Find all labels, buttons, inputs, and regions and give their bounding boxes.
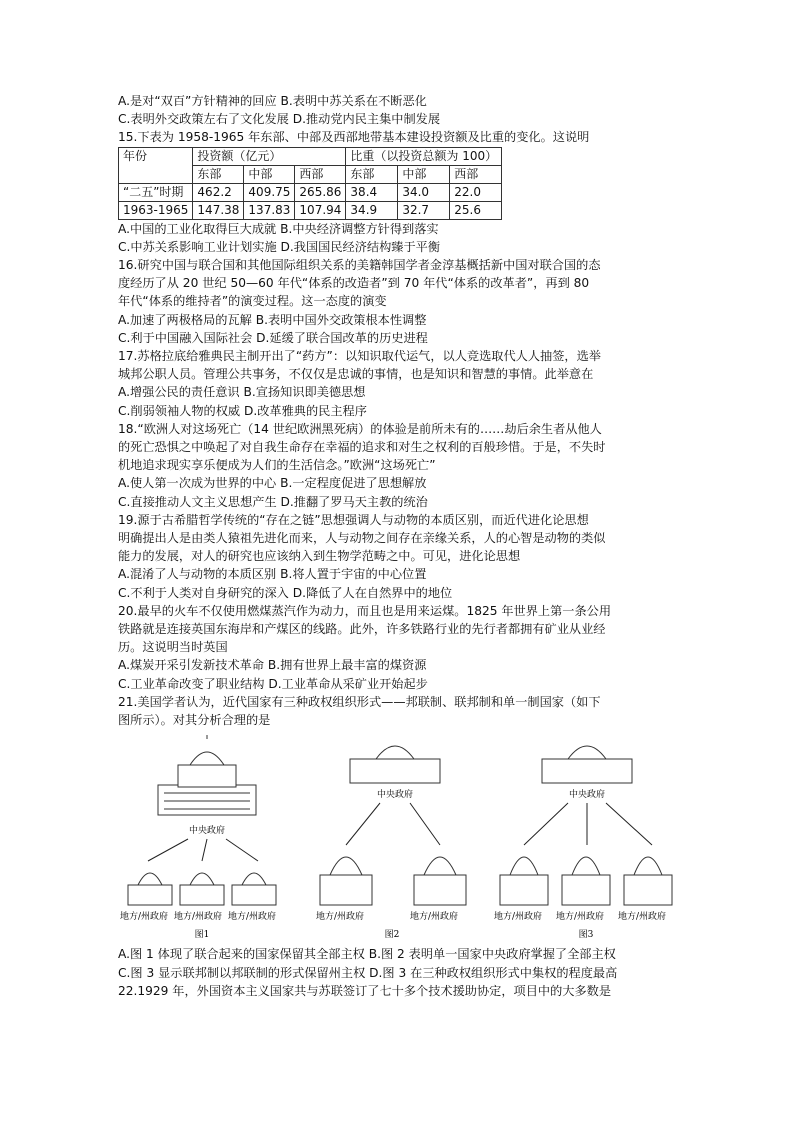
q19-option-ab: A.混淆了人与动物的本质区别 B.将人置于宇宙的中心位置 [118,567,427,582]
local-buildings [500,857,672,905]
arrows [346,803,440,845]
q18-option-ab: A.使人第一次成为世界的中心 B.一定程度促进了思想解放 [118,476,427,491]
q20-option-cd: C.工业革命改变了职业结构 D.工业革命从采矿业开始起步 [118,676,428,691]
table-cell: 147.38 [193,201,244,219]
table-cell: 137.83 [244,201,295,219]
q21-stem-2: 图所示）。对其分析合理的是 [118,713,271,728]
q21-stem-1: 21.美国学者认为，近代国家有三种政权组织形式——邦联制、联邦制和单一制国家（如下 [118,694,601,709]
q16-option-cd: C.利于中国融入国际社会 D.延缓了联合国改革的历史进程 [118,330,428,345]
q21-option-cd: C.图 3 显示联邦制以邦联制的形式保留州主权 D.图 3 在三种政权组织形式中集权的程度最高 [118,965,618,980]
q15-option-ab: A.中国的工业化取得巨大成就 B.中央经济调整方针得到落实 [118,221,439,236]
q14-option-ab: A.是对“双百”方针精神的回应 B.表明中苏关系在不断恶化 [118,94,427,108]
table-cell: 34.9 [346,201,398,219]
q16-stem-2: 度经历了从 20 世纪 50—60 年代“体系的改造者”到 70 年代“体系的改革者”，再到 80 [118,276,590,291]
q20-stem-1: 20.最早的火车不仅使用燃煤蒸汽作为动力，而且也是用来运煤。1825 年世界上第一条公用 [118,603,612,618]
table-cell: 107.94 [295,201,346,219]
confederation-diagram [118,735,298,941]
q18-stem-2: 的死亡恐惧之中唤起了对自我生命存在幸福的追求和对生之权利的百般珍惜。于是，不失时 [118,440,606,455]
figure-1 [118,735,298,941]
table-subheader: 东部 [346,165,398,183]
q16-stem-3: 年代“体系的维持者”的演变过程。这一态度的演变 [118,294,387,309]
central-building-icon [350,746,440,783]
q18-stem-3: 机地追求现实享乐便成为人们的生活信念。”欧洲“这场死亡” [118,458,436,473]
table-header-invest: 投资额（亿元） [193,147,346,165]
q15-option-cd: C.中苏关系影响工业计划实施 D.我国国民经济结构臻于平衡 [118,239,441,254]
q22-stem-1: 22.1929 年，外国资本主义国家共与苏联签订了七十多个技术援助协定，项目中的大多数是 [118,983,612,998]
arrows [148,839,258,861]
table-cell: 25.6 [450,201,502,219]
local-label: 地方/州政府 [174,912,223,923]
table-header-year: 年份 [119,147,193,183]
exam-page [118,92,680,1000]
local-label: 地方/州政府 [228,912,277,923]
q20-stem-3: 历。这说明当时英国 [118,640,228,655]
local-label: 地方/州政府 [316,912,365,923]
q15-stem: 15.下表为 1958-1965 年东部、中部及西部地带基本建设投资额及比重的变化。这说明 [118,130,590,145]
table-cell-year: 1963-1965 [119,201,193,219]
table-subheader: 中部 [244,165,295,183]
figure-3 [494,735,680,941]
table-subheader: 西部 [295,165,346,183]
central-label: 中央政府 [568,790,606,801]
q17-option-cd: C.削弱领袖人物的权威 D.改革雅典的民主程序 [118,403,367,418]
q19-stem-3: 能力的发展，对人的研究也应该纳入到生物学范畴之中。可见，进化论思想 [118,549,521,564]
local-buildings [128,873,276,905]
table-cell: 32.7 [398,201,450,219]
q19-stem-1: 19.源于古希腊哲学传统的“存在之链”思想强调人与动物的本质区别，而近代进化论思想 [118,512,589,527]
table-subheader: 中部 [398,165,450,183]
q20-stem-2: 铁路就是连接英国东海岸和产煤区的线路。此外，许多铁路行业的先行者都拥有矿业从业经 [118,622,606,637]
table-cell-year: “二五”时期 [119,183,193,201]
q20-option-ab: A.煤炭开采引发新技术革命 B.拥有世界上最丰富的煤资源 [118,658,427,673]
table-cell: 265.86 [295,183,346,201]
q21-option-ab: A.图 1 体现了联合起来的国家保留其全部主权 B.图 2 表明单一国家中央政府掌握了全部主权 [118,947,616,962]
central-label: 中央政府 [188,826,226,837]
government-diagrams [118,735,680,945]
q16-option-ab: A.加速了两极格局的瓦解 B.表明中国外交政策根本性调整 [118,312,427,327]
table-cell: 34.0 [398,183,450,201]
local-label: 地方/州政府 [618,912,667,923]
table-cell: 38.4 [346,183,398,201]
q17-stem-1: 17.苏格拉底给雅典民主制开出了“药方”：以知识取代运气，以人竞选取代人人抽签，选举 [118,349,601,364]
local-label: 地方/州政府 [410,912,459,923]
unitary-diagram [494,735,680,941]
q19-option-cd: C.不利于人类对自身研究的深入 D.降低了人在自然界中的地位 [118,585,453,600]
table-cell: 409.75 [244,183,295,201]
federation-diagram [310,735,490,941]
figure-2 [310,735,490,941]
q17-option-ab: A.增强公民的责任意识 B.宣扬知识即美德思想 [118,385,366,400]
local-buildings [320,857,466,905]
local-label: 地方/州政府 [120,912,169,923]
figure-3-caption: 图3 [578,930,594,941]
figure-2-caption: 图2 [384,930,400,941]
figure-1-caption: 图1 [194,930,210,941]
central-building-icon [158,735,256,815]
table-header-ratio: 比重（以投资总额为 100） [346,147,502,165]
table-row [119,201,502,219]
table-subheader: 西部 [450,165,502,183]
central-label: 中央政府 [376,790,414,801]
q16-stem-1: 16.研究中国与联合国和其他国际组织关系的美籍韩国学者金淳基概括新中国对联合国的态 [118,258,601,273]
table-cell: 462.2 [193,183,244,201]
q18-option-cd: C.直接推动人文主义思想产生 D.推翻了罗马天主教的统治 [118,494,428,509]
table-subheader: 东部 [193,165,244,183]
q14-option-cd: C.表明外交政策左右了文化发展 D.推动党内民主集中制发展 [118,112,441,127]
investment-table [118,147,502,220]
table-cell: 22.0 [450,183,502,201]
q17-stem-2: 城邦公职人员。管理公共事务，不仅仅是忠诚的事情，也是知识和智慧的事情。此举意在 [118,367,594,382]
q19-stem-2: 明确提出人是由类人猿祖先进化而来，人与动物之间存在亲缘关系，人的心智是动物的类似 [118,531,606,546]
q18-stem-1: 18.“欧洲人对这场死亡（14 世纪欧洲黑死病）的体验是前所未有的……劫后余生者从他人 [118,421,602,436]
arrows [524,803,652,845]
central-building-icon [542,746,632,783]
local-label: 地方/州政府 [494,912,543,923]
table-row [119,183,502,201]
local-label: 地方/州政府 [556,912,605,923]
